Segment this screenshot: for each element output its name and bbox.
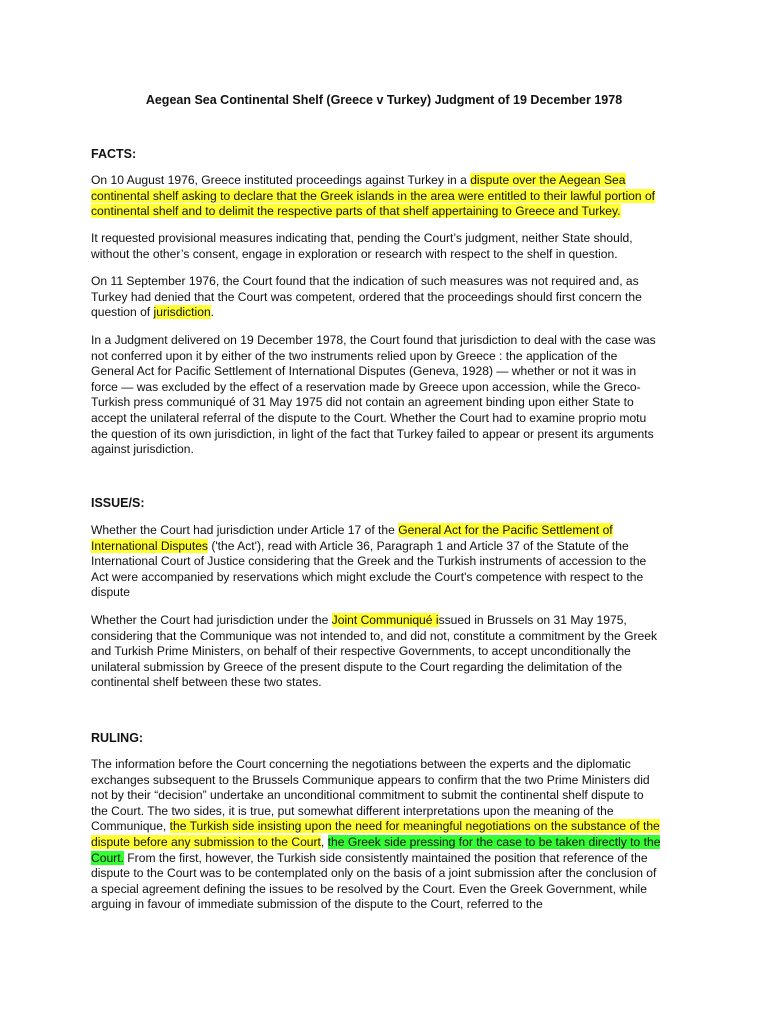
highlighted-text: Joint Communiqué i [331,613,439,627]
paragraph-text: ('the Act'), read with Article 36, Paragraph 1 and Article 37 of the Statute of the International Court of Justice considering that the Greek and the Turkish instruments of accession to the Act were accompanied by reservations which might exclude the Court's competence with respect to the dispute [91,538,647,600]
paragraph-text: It requested provisional measures indicating that, pending the Court’s judgment, neither State should, without the other’s consent, engage in exploration or research with respect to the shelf in question. [91,231,633,261]
highlighted-text: the Turkish side insisting upon the need for meaningful negotiations on the substance of the dispute before any submission to the Court [91,819,660,849]
paragraph-text: Whether the Court had jurisdiction under Article 17 of the [91,523,399,537]
issue-paragraph-2 [91,613,661,691]
highlighted-text-green: the Greek side pressing for the case to be taken directly to the Court. [91,834,661,865]
paragraph-text: . [210,305,215,320]
paragraph-text: , [320,834,328,849]
facts-paragraph-3 [91,274,661,321]
document-title: Aegean Sea Continental Shelf (Greece v Turkey) Judgment of 19 December 1978 [145,93,623,107]
paragraph-text: Whether the Court had jurisdiction under the [91,613,332,627]
facts-heading: FACTS: [91,147,137,161]
highlighted-text: General Act for the Pacific Settlement of International Disputes [91,523,613,553]
facts-paragraph-1 [91,173,661,220]
facts-paragraph-2 [91,231,661,262]
issue-paragraph-1 [91,523,661,601]
highlighted-text: dispute over the Aegean Sea continental shelf asking to declare that the Greek islands in the area were entitled to their lawful portion of continental shelf and to delimit the respective parts of that shelf appertaining to Greece and Turkey. [91,173,656,219]
paragraph-text: In a Judgment delivered on 19 December 1978, the Court found that jurisdiction to deal with the case was not conferred upon it by either of the two instruments relied upon by Greece : the application of the General Act for Pacific Settlement of International Disputes (Geneva, 1928) — whether or not it was in force — was excluded by the effect of a reservation made by Greece upon accession, while the Greco-Turkish press communiqué of 31 May 1975 did not contain an agreement binding upon either State to accept the unilateral referral of the dispute to the Court. Whether the Court had to examine proprio motu the question of its own jurisdiction, in light of the fact that Turkey failed to appear or present its arguments against jurisdiction. [91,333,656,457]
paragraph-text: From the first, however, the Turkish side consistently maintained the position that reference of the dispute to the Court was to be contemplated only on the basis of a joint submission after the conclusion of a special agreement defining the issues to be resolved by the Court. Even the Greek Government, while arguing in favour of immediate submission of the dispute to the Court, referred to the [91,850,657,912]
paragraph-text: The information before the Court concerning the negotiations between the experts and the diplomatic exchanges subsequent to the Brussels Communique appears to confirm that the two Prime Ministers did not by their “decision” undertake an unconditional commitment to submit the continental shelf dispute to the Court. The two sides, it is true, put somewhat different interpretations upon the meaning of the Communique, [91,757,650,834]
paragraph-text: ssued in Brussels on 31 May 1975, considering that the Communique was not intended to, and did not, constitute a commitment by the Greek and Turkish Prime Ministers, on behalf of their respective Governments, to accept unconditionally the unilateral submission by Greece of the present dispute to the Court regarding the delimitation of the continental shelf between these two states. [91,613,658,690]
ruling-heading: RULING: [91,731,144,745]
paragraph-text: On 11 September 1976, the Court found that the indication of such measures was not required and, as Turkey had denied that the Court was competent, ordered that the proceedings should first concern the question of [91,274,642,320]
issues-heading: ISSUE/S: [91,496,145,510]
ruling-paragraph-1 [91,757,661,913]
facts-paragraph-4 [91,333,661,458]
paragraph-text: On 10 August 1976, Greece instituted proceedings against Turkey in a [91,173,471,187]
highlighted-text: jurisdiction [153,305,211,320]
